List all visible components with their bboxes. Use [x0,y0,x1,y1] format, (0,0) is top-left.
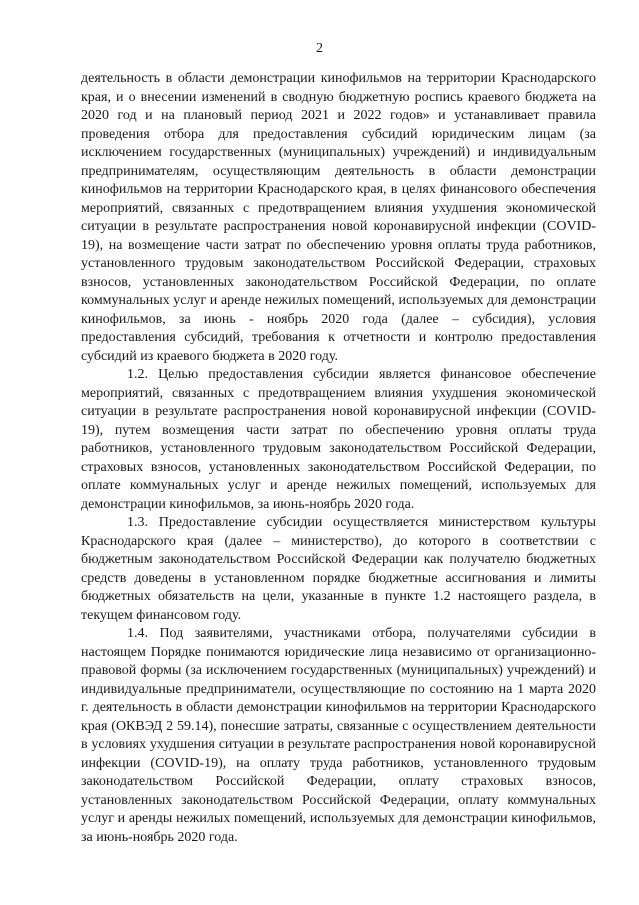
page-number: 2 [316,41,323,56]
paragraph-1-3: 1.3. Предоставление субсидии осуществляется министерством культуры Краснодарского края (далее – министерство), до которого в соответствии с бюджетным законодательством Российской Федерации как получателю бюджетных средств доведены в установленном порядке бюджетные ассигнования и лимиты бюджетных обязательств на цели, указанные в пункте 1.2 настоящего раздела, в текущем финансовом году. [81,515,596,623]
paragraph-1-4: 1.4. Под заявителями, участниками отбора, получателями субсидии в настоящем Порядке понимаются юридические лица независимо от организационно-правовой формы (за исключением государственных (муниципальных) учреждений) и индивидуальные предприниматели, осуществляющие по состоянию на 1 марта 2020 г. деятельность в области демонстрации кинофильмов на территории Краснодарского края (ОКВЭД 2 59.14), понесшие затраты, связанные с осуществлением деятельности в условиях ухудшения ситуации в результате распространения новой коронавирусной инфекции (COVID-19), на оплату труда работников, установленного трудовым законодательством Российской Федерации, оплату страховых взносов, установленных законодательством Российской Федерации, оплату коммунальных услуг и аренды нежилых помещений, используемых для демонстрации кинофильмов, за июнь-ноябрь 2020 года. [81,626,596,845]
paragraph-1-1-continuation: деятельность в области демонстрации кинофильмов на территории Краснодарского края, и о внесении изменений в сводную бюджетную роспись краевого бюджета на 2020 год и на плановый период 2021 и 2022 годов» и устанавливает правила проведения отбора для предоставления субсидий юридическим лицам (за исключением государственных (муниципальных) учреждений) и индивидуальным предпринимателям, осуществляющим деятельность в области демонстрации кинофильмов на территории Краснодарского края, в целях финансового обеспечения мероприятий, связанных с предотвращением влияния ухудшения экономической ситуации в результате распространения новой коронавирусной инфекции (COVID-19), на возмещение части затрат по обеспечению уровня оплаты труда работников, установленного трудовым законодательством Российской Федерации, страховых взносов, установленных законодательством Российской Федерации, по оплате коммунальных услуг и аренде нежилых помещений, используемых для демонстрации кинофильмов, за июнь - ноябрь 2020 года (далее – субсидия), условия предоставления субсидий, требования к отчетности и контролю предоставления субсидий из краевого бюджета в 2020 году. [81,71,596,364]
document-body [81,70,596,847]
paragraph-1-2: 1.2. Целью предоставления субсидии является финансовое обеспечение мероприятий, связанных с предотвращением влияния ухудшения экономической ситуации в результате распространения новой коронавирусной инфекции (COVID-19), путем возмещения части затрат по обеспечению уровня оплаты труда работников, установленного трудовым законодательством Российской Федерации, страховых взносов, установленных законодательством Российской Федерации, по оплате коммунальных услуг и аренде нежилых помещений, используемых для демонстрации кинофильмов, за июнь-ноябрь 2020 года. [81,367,596,512]
